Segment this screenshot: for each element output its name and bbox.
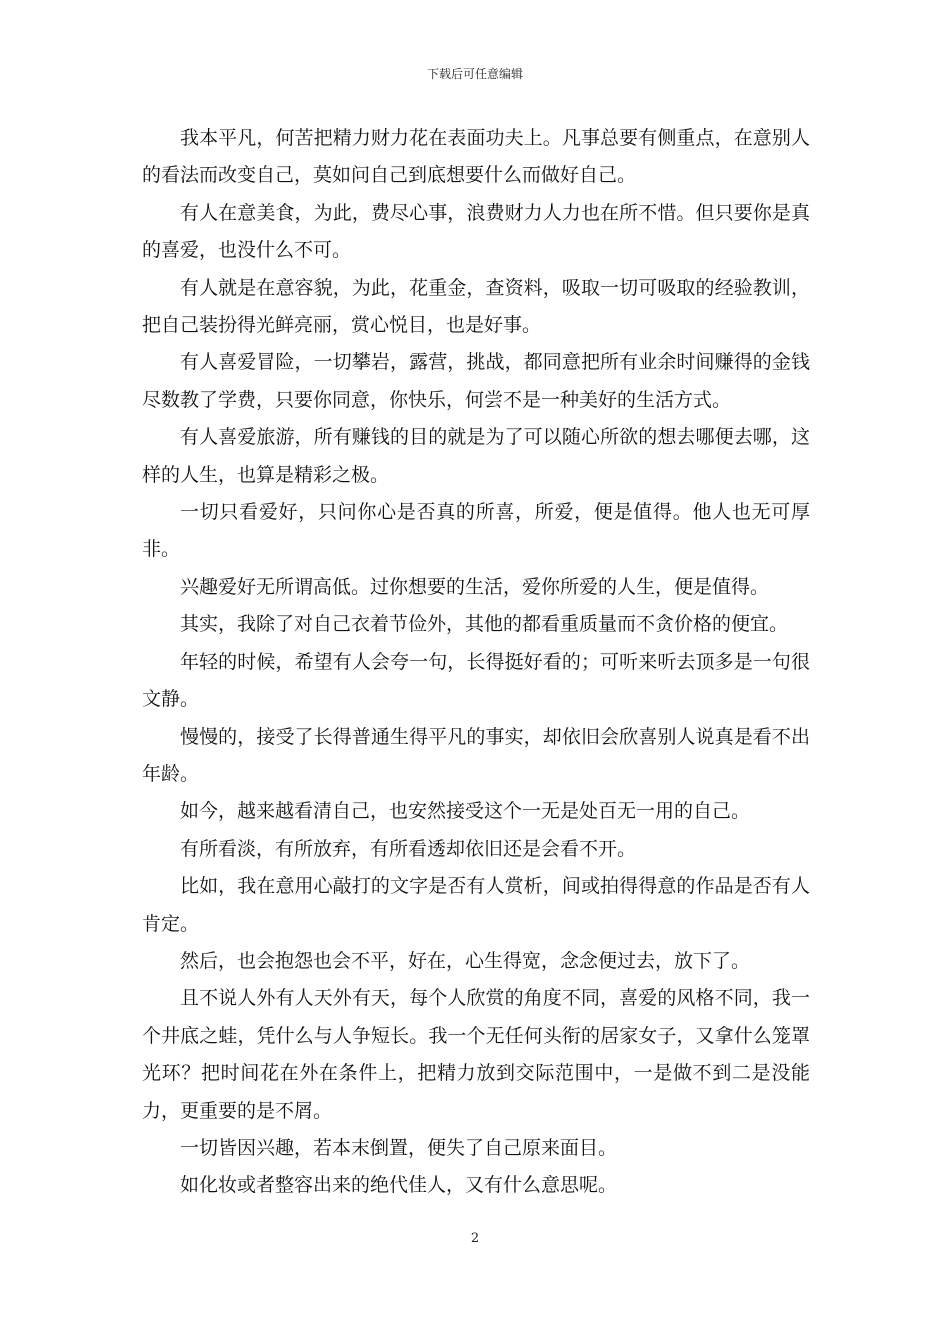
paragraph: 然后，也会抱怨也会不平，好在，心生得宽，念念便过去，放下了。: [180, 949, 751, 972]
paragraph: 有人在意美食，为此，费尽心事，浪费财力人力也在所不惜。但只要你是真的喜爱，也没什么不可。: [142, 201, 810, 262]
paragraph: 有所看淡，有所放弃，有所看透却依旧还是会看不开。: [180, 837, 637, 860]
page-number: 2: [470, 1231, 480, 1246]
paragraph: 慢慢的，接受了长得普通生得平凡的事实，却依旧会欣喜别人说真是看不出年龄。: [142, 725, 810, 785]
page-header: 下载后可任意编辑: [426, 67, 523, 81]
paragraph: 年轻的时候，希望有人会夸一句，长得挺好看的；可听来听去顶多是一句很文静。: [142, 650, 810, 711]
paragraph: 比如，我在意用心敲打的文字是否有人赏析，间或拍得得意的作品是否有人肯定。: [142, 875, 810, 935]
paragraph: 有人喜爱冒险，一切攀岩，露营，挑战，都同意把所有业余时间赚得的金钱尽数教了学费，只要你同意，你快乐，何尝不是一种美好的生活方式。: [142, 351, 810, 411]
paragraph: 有人就是在意容貌，为此，花重金，查资料，吸取一切可吸取的经验教训，把自己装扮得光鲜亮丽，赏心悦目，也是好事。: [142, 276, 810, 337]
paragraph: 且不说人外有人天外有天，每个人欣赏的角度不同，喜爱的风格不同，我一个井底之蛙，凭什么与人争短长。我一个无任何头衔的居家女子，又拿什么笼罩光环？把时间花在外在条件上，把精力放到交际范围中，一是做不到二是没能力，更重要的是不屑。: [142, 987, 810, 1122]
paragraph: 一切只看爱好，只问你心是否真的所喜，所爱，便是值得。他人也无可厚非。: [142, 501, 810, 561]
paragraph: 其实，我除了对自己衣着节俭外，其他的都看重质量而不贪价格的便宜。: [180, 613, 789, 636]
paragraph: 兴趣爱好无所谓高低。过你想要的生活，爱你所爱的人生，便是值得。: [180, 575, 770, 598]
paragraph: 有人喜爱旅游，所有赚钱的目的就是为了可以随心所欲的想去哪便去哪，这样的人生，也算是精彩之极。: [142, 426, 810, 486]
document-body: [142, 120, 810, 1205]
paragraph: 我本平凡，何苦把精力财力花在表面功夫上。凡事总要有侧重点，在意别人的看法而改变自己，莫如问自己到底想要什么而做好自己。: [142, 127, 810, 187]
paragraph: 如今，越来越看清自己，也安然接受这个一无是处百无一用的自己。: [180, 800, 751, 823]
paragraph: 如化妆或者整容出来的绝代佳人，又有什么意思呢。: [180, 1174, 618, 1197]
paragraph: 一切皆因兴趣，若本末倒置，便失了自己原来面目。: [180, 1136, 618, 1159]
